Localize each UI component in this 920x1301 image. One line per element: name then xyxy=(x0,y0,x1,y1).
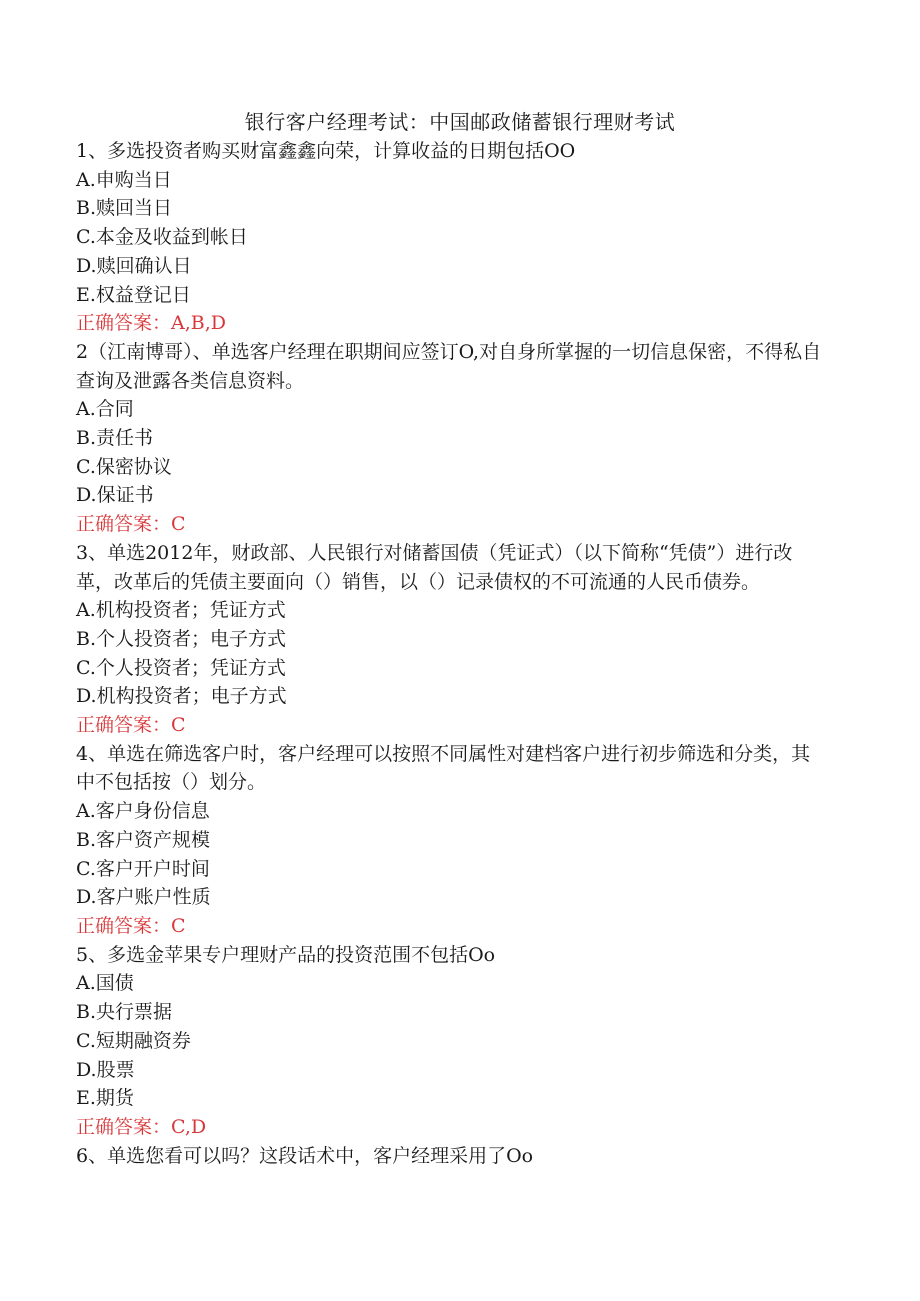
option-item: B.央行票据 xyxy=(76,1001,173,1024)
answer-label: 正确答案： xyxy=(76,1115,172,1138)
question-stem: 6、单选您看可以吗？这段话术中，客户经理采用了Oo xyxy=(76,1144,534,1167)
correct-answer xyxy=(76,711,836,740)
option-item: B.客户资产规模 xyxy=(76,828,211,851)
option-item: E.权益登记日 xyxy=(76,283,191,306)
option-item: D.机构投资者；电子方式 xyxy=(76,685,287,708)
option-item: C.个人投资者；凭证方式 xyxy=(76,656,286,679)
correct-answer xyxy=(76,1113,836,1142)
document-title: 银行客户经理考试：中国邮政储蓄银行理财考试 xyxy=(244,110,676,134)
question-list xyxy=(76,137,836,1170)
option-item: D.股票 xyxy=(76,1058,135,1081)
option-item: A.机构投资者；凭证方式 xyxy=(76,599,286,622)
answer-label: 正确答案： xyxy=(76,312,172,335)
answer-value: C xyxy=(171,714,186,737)
answer-label: 正确答案： xyxy=(76,714,172,737)
question-stem: 2（江南博哥）、单选客户经理在职期间应签订O,对自身所掌握的一切信息保密，不得私自查询及泄露各类信息资料。 xyxy=(76,340,822,392)
option-item: C.本金及收益到帐日 xyxy=(76,226,248,249)
option-item: D.客户账户性质 xyxy=(76,886,211,909)
answer-label: 正确答案： xyxy=(76,513,172,536)
option-item: A.申购当日 xyxy=(76,168,172,191)
correct-answer xyxy=(76,510,836,539)
option-item: B.责任书 xyxy=(76,427,154,450)
answer-value: C xyxy=(171,914,186,937)
answer-label: 正确答案： xyxy=(76,914,172,937)
option-item: D.赎回确认日 xyxy=(76,254,192,277)
option-item: A.国债 xyxy=(76,972,134,995)
option-item: A.客户身份信息 xyxy=(76,800,210,823)
correct-answer xyxy=(76,309,836,338)
option-item: B.个人投资者；电子方式 xyxy=(76,627,287,650)
question-stem: 5、多选金苹果专户理财产品的投资范围不包括Oo xyxy=(76,943,496,966)
option-item: C.客户开户时间 xyxy=(76,857,210,880)
option-item: C.短期融资券 xyxy=(76,1029,191,1052)
answer-value: A,B,D xyxy=(171,312,227,335)
option-item: A.合同 xyxy=(76,398,134,421)
question-stem: 1、多选投资者购买财富鑫鑫向荣，计算收益的日期包括OO xyxy=(76,140,576,162)
answer-value: C,D xyxy=(171,1115,207,1138)
question-stem: 4、单选在筛选客户时，客户经理可以按照不同属性对建档客户进行初步筛选和分类，其中不包括按（）划分。 xyxy=(76,742,811,794)
option-item: C.保密协议 xyxy=(76,455,172,478)
option-item: D.保证书 xyxy=(76,484,154,507)
answer-value: C xyxy=(171,513,186,536)
correct-answer xyxy=(76,912,836,941)
option-item: E.期货 xyxy=(76,1087,134,1110)
question-stem: 3、单选2012年，财政部、人民银行对储蓄国债（凭证式）（以下简称“凭债”）进行改革，改革后的凭债主要面向（）销售，以（）记录债权的不可流通的人民币债券。 xyxy=(76,541,793,593)
option-item: B.赎回当日 xyxy=(76,197,173,220)
